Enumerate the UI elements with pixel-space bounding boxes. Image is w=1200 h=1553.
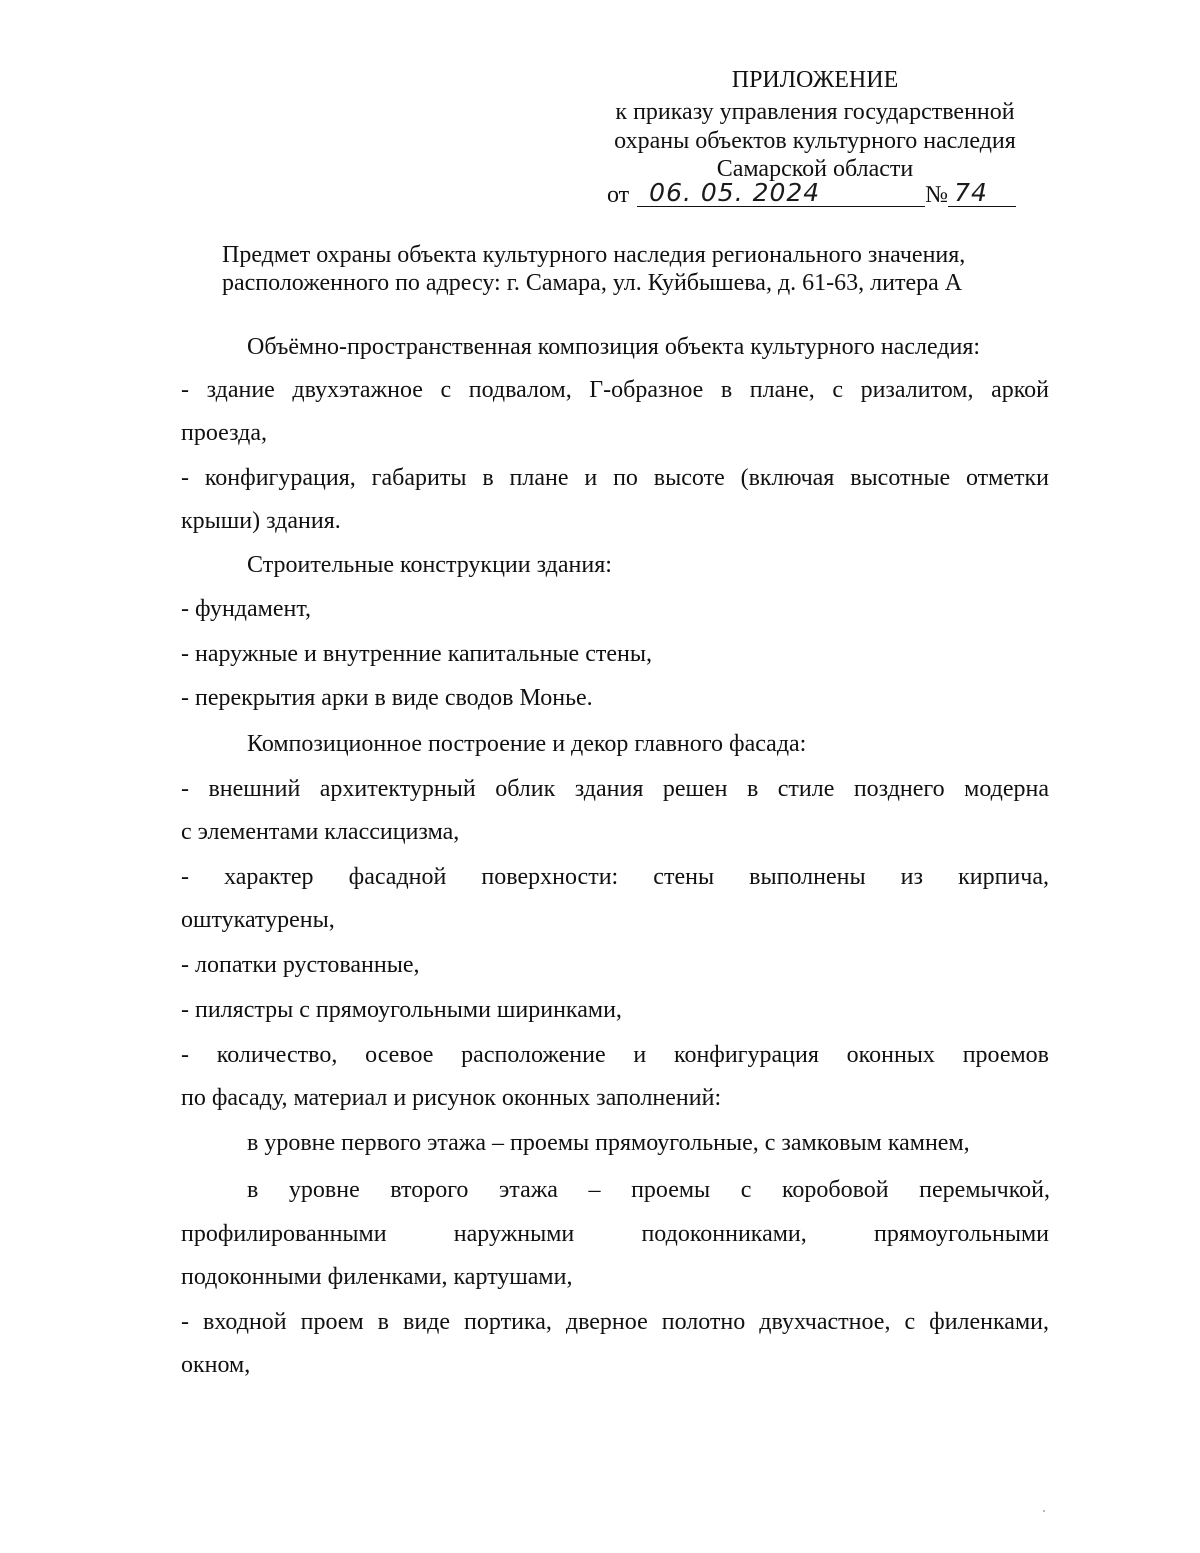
handwritten-date: 06. 05. 2024 [649, 178, 821, 207]
list-item: - перекрытия арки в виде сводов Монье. [181, 685, 593, 711]
order-reference-line [607, 180, 1016, 207]
date-field [637, 180, 925, 207]
subject-line-1: Предмет охраны объекта культурного наследия регионального значения, [222, 242, 966, 268]
sub-item-continuation: профилированными наружными подоконниками, прямоугольными [181, 1221, 1049, 1247]
list-item: - лопатки рустованные, [181, 952, 420, 978]
list-item: - входной проем в виде портика, дверное полотно двухчастное, с филенками, [181, 1309, 1049, 1335]
number-field [948, 180, 1016, 207]
section-heading-composition: Объёмно-пространственная композиция объекта культурного наследия: [247, 334, 981, 360]
sub-item-continuation: подоконными филенками, картушами, [181, 1264, 573, 1290]
list-item: - количество, осевое расположение и конфигурация оконных проемов [181, 1042, 1049, 1068]
list-item-continuation: проезда, [181, 420, 267, 446]
list-item-continuation: оштукатурены, [181, 907, 335, 933]
handwritten-number: 74 [954, 178, 988, 207]
header-line-1: к приказу управления государственной [615, 99, 1015, 125]
scan-artifact [1043, 1510, 1045, 1512]
list-item: - конфигурация, габариты в плане и по высоте (включая высотные отметки [181, 465, 1049, 491]
sub-item: в уровне первого этажа – проемы прямоугольные, с замковым камнем, [247, 1130, 970, 1156]
sub-item: в уровне второго этажа – проемы с коробовой перемычкой, [247, 1177, 1050, 1203]
list-item: - внешний архитектурный облик здания решен в стиле позднего модерна [181, 776, 1049, 802]
list-item-continuation: крыши) здания. [181, 508, 341, 534]
list-item: - наружные и внутренние капитальные стены, [181, 641, 652, 667]
date-prefix: от [607, 182, 630, 208]
section-heading-facade: Композиционное построение и декор главного фасада: [247, 731, 807, 757]
list-item: - фундамент, [181, 596, 312, 622]
list-item-continuation: по фасаду, материал и рисунок оконных заполнений: [181, 1085, 722, 1111]
header-line-3: Самарской области [716, 156, 914, 182]
list-item-continuation: окном, [181, 1352, 251, 1378]
list-item: - здание двухэтажное с подвалом, Г-образное в плане, с ризалитом, аркой [181, 377, 1049, 403]
appendix-title: ПРИЛОЖЕНИЕ [731, 67, 899, 93]
list-item: - пилястры с прямоугольными ширинками, [181, 997, 622, 1023]
number-prefix: № [925, 182, 949, 208]
list-item: - характер фасадной поверхности: стены выполнены из кирпича, [181, 864, 1049, 890]
list-item-continuation: с элементами классицизма, [181, 819, 460, 845]
section-heading-structures: Строительные конструкции здания: [247, 552, 612, 578]
header-line-2: охраны объектов культурного наследия [614, 128, 1016, 154]
subject-line-2: расположенного по адресу: г. Самара, ул. Куйбышева, д. 61-63, литера А [222, 270, 963, 296]
